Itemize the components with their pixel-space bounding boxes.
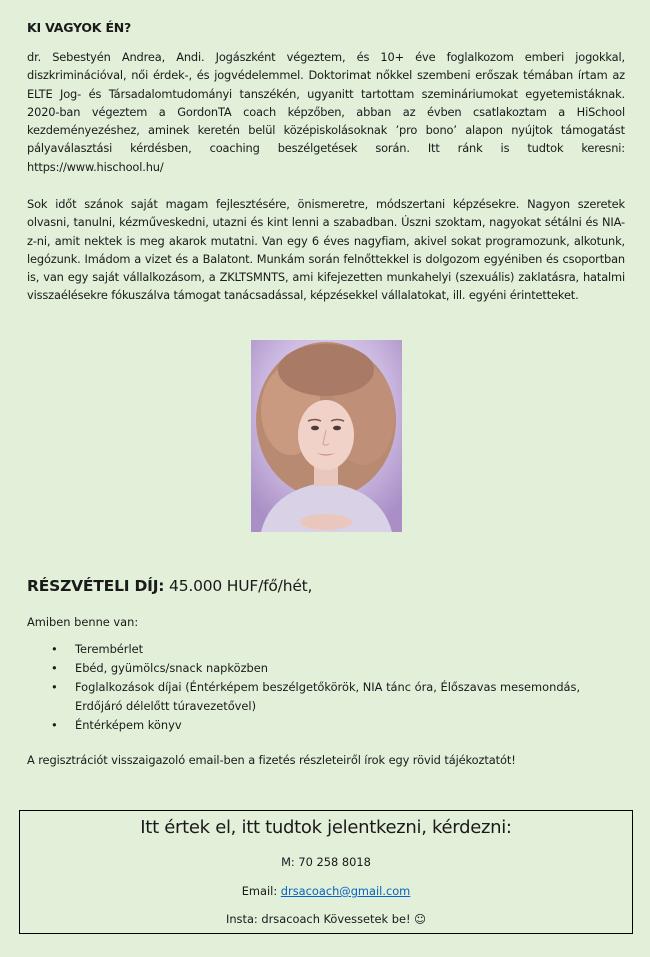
bullet-icon: • bbox=[51, 642, 58, 656]
participation-fee bbox=[27, 577, 312, 595]
includes-list bbox=[27, 640, 625, 735]
list-item bbox=[27, 678, 625, 716]
fee-label: RÉSZVÉTELI DÍJ: bbox=[27, 577, 165, 595]
portrait-illustration bbox=[251, 340, 402, 532]
list-item-text: Terembérlet bbox=[75, 642, 144, 656]
contact-title: Itt értek el, itt tudtok jelentkezni, kérdezni: bbox=[140, 817, 512, 838]
bullet-icon: • bbox=[51, 718, 58, 732]
email-link[interactable]: drsacoach@gmail.com bbox=[280, 884, 411, 898]
list-item bbox=[27, 659, 625, 678]
list-item-text: Foglalkozások díjai (Éntérképem beszélgetőkörök, NIA tánc óra, Élőszavas mesemondás, Erdőjáró délelőtt túravezetővel) bbox=[75, 680, 581, 713]
bio-paragraph: dr. Sebestyén Andrea, Andi. Jogászként végeztem, és 10+ éve foglalkozom emberi jogokkal, diszkriminációval, női érdek-, és jogvédelemmel. Doktorimat nőkkel szembeni erőszak témában írtam az ELTE Jog- és Társadalomtudományi tanszékén, ugyanitt tartottam szemináriumokat egyetemistáknak. 2020-ban végeztem a GordonTA coach képzőben, abban az évben csatlakoztam a HiSchool kezdeményezéshez, aminek keretén belül középiskolásoknak ’pro bono’ alapon nyújtok támogatást pályaválasztási kérdésben, coaching beszélgetések során. Itt ránk is tudtok keresni: https://www.hischool.hu/ bbox=[27, 50, 625, 174]
list-item-text: Éntérképem könyv bbox=[75, 718, 182, 732]
fee-value: 45.000 HUF/fő/hét, bbox=[164, 577, 313, 595]
interests-paragraph: Sok időt szánok saját magam fejlesztésére, önismeretre, módszertani képzésekre. Nagyon szeretek olvasni, tanulni, kézműveskedni, utazni és kint lenni a szabadban. Úszni szoktam, nagyokat sétálni és NIA-z-ni, amit nektek is meg akarok mutatni. Van egy 6 éves nagyfiam, akivel sokat programozunk, alkotunk, legózunk. Imádom a vizet és a Balatont. Munkám során felnőttekkel is dolgozom egyéniben és csoportban is, van egy saját vállalkozásom, a ZKLTSMNTS, ami kifejezetten munkahelyi (szexuális) zaklatásra, hatalmi visszaélésekre fókuszálva támogat tanácsadással, képzésekkel vállalatokat, ill. egyéni érintetteket. bbox=[27, 197, 625, 303]
includes-label: Amiben benne van: bbox=[27, 615, 139, 629]
list-item-text: Ebéd, gyümölcs/snack napközben bbox=[75, 661, 269, 675]
portrait-photo bbox=[251, 340, 402, 532]
contact-email-line bbox=[20, 884, 632, 898]
contact-phone: M: 70 258 8018 bbox=[281, 855, 371, 869]
contact-instagram: Insta: drsacoach Kövessetek be! ☺ bbox=[225, 912, 427, 926]
section-heading: KI VAGYOK ÉN? bbox=[27, 20, 132, 35]
contact-box bbox=[19, 810, 633, 934]
registration-note: A regisztrációt visszaigazoló email-ben a fizetés részleteiről írok egy rövid tájékoztatót! bbox=[27, 753, 516, 767]
bullet-icon: • bbox=[51, 661, 58, 675]
email-label: Email: bbox=[241, 884, 281, 898]
list-item bbox=[27, 640, 625, 659]
bullet-icon: • bbox=[51, 680, 58, 694]
list-item bbox=[27, 716, 625, 735]
